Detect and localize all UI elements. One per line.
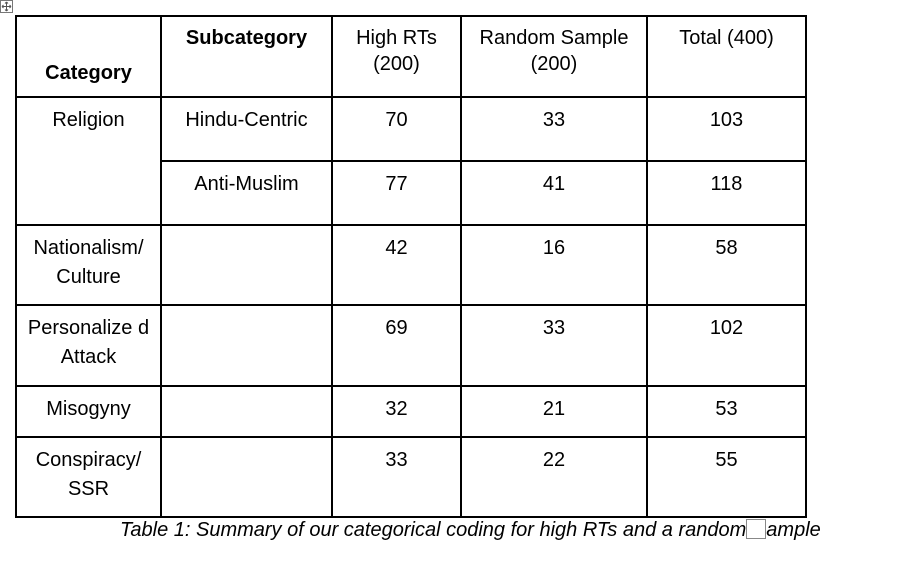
cell-subcategory[interactable] [161,305,332,386]
table-row [16,97,806,161]
cell-subcategory[interactable] [161,437,332,517]
cell-high-rts[interactable]: 69 [332,305,461,386]
table-move-handle-icon[interactable] [0,0,13,13]
cell-random-sample[interactable]: 33 [461,305,647,386]
table-row [16,386,806,437]
summary-table [15,15,807,518]
cell-random-sample[interactable]: 41 [461,161,647,225]
caption-text-before: Table 1: Summary of our categorical coding for high RTs and a random [120,519,747,541]
cell-random-sample[interactable]: 22 [461,437,647,517]
table-header-row [16,16,806,97]
cell-high-rts[interactable]: 42 [332,225,461,305]
header-total[interactable]: Total (400) [647,16,806,97]
cell-category[interactable]: Misogyny [16,386,161,437]
header-random-sample[interactable]: Random Sample (200) [461,16,647,97]
header-high-rts[interactable]: High RTs (200) [332,16,461,97]
cell-subcategory[interactable] [161,386,332,437]
cell-total[interactable]: 53 [647,386,806,437]
table-row [16,225,806,305]
cell-total[interactable]: 102 [647,305,806,386]
text-cursor-box [746,519,766,539]
cell-random-sample[interactable]: 16 [461,225,647,305]
cell-total[interactable]: 55 [647,437,806,517]
cell-category[interactable]: Personalize d Attack [16,305,161,386]
cell-category[interactable]: Religion [16,97,161,225]
cell-category[interactable]: Nationalism/ Culture [16,225,161,305]
table-row [16,305,806,386]
cell-high-rts[interactable]: 70 [332,97,461,161]
cell-total[interactable]: 118 [647,161,806,225]
cell-category[interactable]: Conspiracy/ SSR [16,437,161,517]
caption-text-after: ample [766,519,821,541]
cell-high-rts[interactable]: 32 [332,386,461,437]
cell-random-sample[interactable]: 33 [461,97,647,161]
table-caption[interactable] [120,516,821,544]
cell-total[interactable]: 58 [647,225,806,305]
cell-high-rts[interactable]: 77 [332,161,461,225]
table-row [16,437,806,517]
cell-total[interactable]: 103 [647,97,806,161]
header-category[interactable]: Category [16,16,161,97]
cell-subcategory[interactable]: Hindu-Centric [161,97,332,161]
cell-random-sample[interactable]: 21 [461,386,647,437]
cell-subcategory[interactable]: Anti-Muslim [161,161,332,225]
cell-subcategory[interactable] [161,225,332,305]
header-subcategory[interactable]: Subcategory [161,16,332,97]
cell-high-rts[interactable]: 33 [332,437,461,517]
